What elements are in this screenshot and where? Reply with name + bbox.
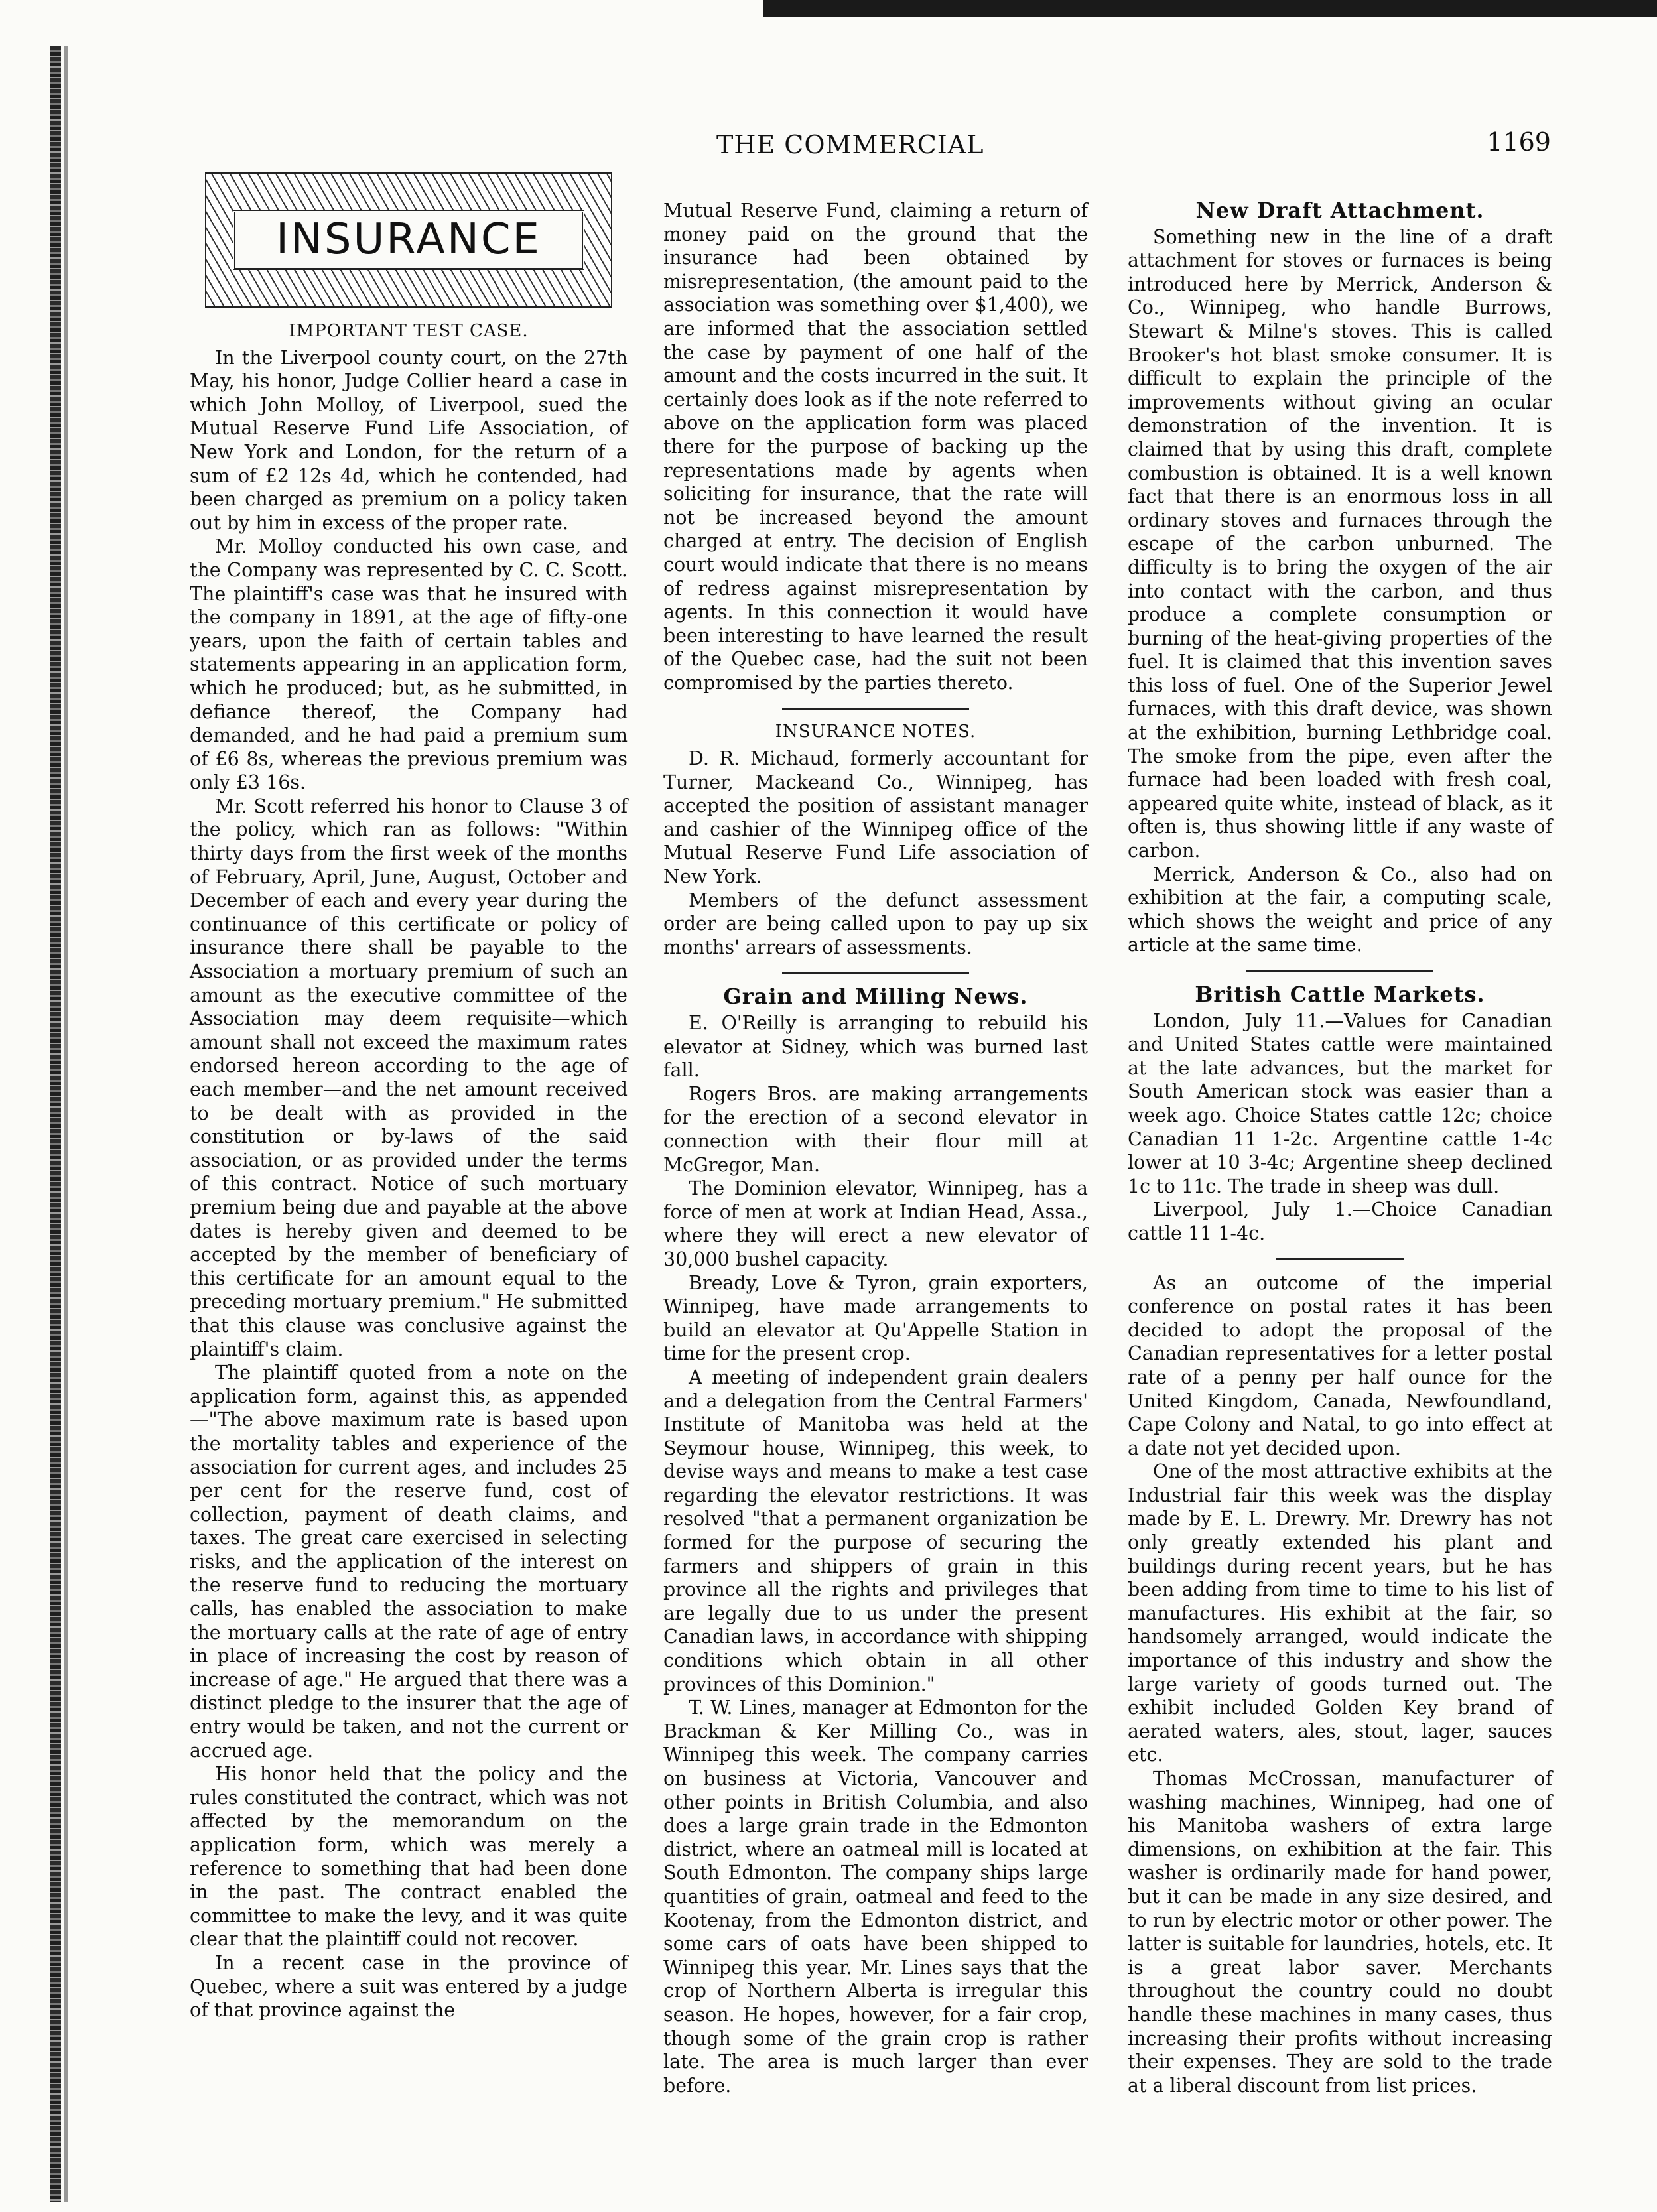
article-title: IMPORTANT TEST CASE. xyxy=(289,321,529,341)
column-1 xyxy=(190,172,628,2022)
news-item: T. W. Lines, manager at Edmonton for the Brackman & Ker Milling Co., was in Winnipeg this week. The company carries on business at Victoria, Vancouver and other points in British Columbia, and also does a large grain trade in the Edmonton district, where an oatmeal mill is located at South Edmonton. The company ships large quantities of grain, oatmeal and feed to the Kootenay, from the Edmonton district, and some cars of oats have been shipped to Winnipeg this year. Mr. Lines says that the crop of Northern Alberta is irregular this season. He hopes, however, for a fair crop, though some of the grain crop is rather late. The area is much larger than ever before. xyxy=(663,1697,1088,2097)
running-head: THE COMMERCIAL xyxy=(716,130,984,159)
page-number: 1169 xyxy=(1487,127,1551,157)
paragraph: Liverpool, July 1.—Choice Canadian cattle 11 1-4c. xyxy=(1128,1199,1552,1244)
news-item: E. O'Reilly is arranging to rebuild his elevator at Sidney, which was burned last fall. xyxy=(663,1012,1088,1082)
paragraph: As an outcome of the imperial conference on postal rates it has been decided to adopt the proposal of the Canadian representatives for a letter postal rate of a penny per half ounce for the United Kingdom, Canada, Newfoundland, Cape Colony and Natal, to go into effect at a date not yet decided upon. xyxy=(1128,1271,1552,1459)
news-item: A meeting of independent grain dealers and a delegation from the Central Farmers' Institute of Manitoba was held at the Seymour house, Winnipeg, this week, to devise ways and means to make a test case regarding the elevator restrictions. It was resolved "that a permanent organization be formed for the purpose of securing the farmers and shippers of grain in this province all the rights and privileges that are legally due to us under the present Canadian laws, in accordance with shipping conditions which obtain in all other provinces of this Dominion." xyxy=(663,1366,1088,1695)
paragraph: Thomas McCrossan, manufacturer of washing machines, Winnipeg, had one of his Manitoba washers of extra large dimensions, on exhibition at the fair. This washer is ordinarily made for hand power, but it can be made in any size desired, and to run by electric motor or other power. The latter is suitable for laundries, hotels, etc. It is a great labor saver. Merchants throughout the country could no doubt handle these machines in many cases, thus increasing their profits without increasing their expenses. They are sold to the trade at a liberal discount from list prices. xyxy=(1128,1768,1552,2097)
paragraph: Something new in the line of a draft attachment for stoves or furnaces is being introduced here by Merrick, Anderson & Co., Winnipeg, who handle Burrows, Stewart & Milne's stoves. This is called Brooker's hot blast smoke consumer. It is difficult to explain the principle of the improvements without giving an ocular demonstration of the invention. It is claimed that by using this draft, complete combustion is obtained. It is a well known fact that there is an enormous loss in all ordinary stoves and furnaces through the escape of the carbon unburned. The difficulty is to bring the oxygen of the air into contact with the carbon, and thus produce a complete consumption or burning of the heat-giving properties of the fuel. It is claimed that this invention saves this loss of fuel. One of the Superior Jewel furnaces, with this draft device, was shown at the exhibition, burning Lethbridge coal. The smoke from the pipe, even after the furnace had been loaded with fresh coal, appeared quite white, instead of black, as it often is, thus showing little if any waste of carbon. xyxy=(1128,226,1552,862)
news-item: The Dominion elevator, Winnipeg, has a force of men at work at Indian Head, Assa., where they will erect a new elevator of 30,000 bushel capacity. xyxy=(663,1177,1088,1270)
column-2 xyxy=(663,199,1088,2097)
draft-attachment-title: New Draft Attachment. xyxy=(1195,198,1485,223)
top-border-bar xyxy=(763,0,1657,17)
section-rule xyxy=(1276,1258,1404,1260)
insurance-notes-title: INSURANCE NOTES. xyxy=(775,722,976,742)
paragraph: Mr. Scott referred his honor to Clause 3 of the policy, which ran as follows: "Within thirty days from the first week of the months of February, April, June, August, October and December of each and every year during the continuance of this certificate or policy of insurance there shall be payable to the Association a mortuary premium of such an amount as the executive committee of the Association may deem requisite—which amount shall not exceed the maximum rates endorsed hereon according to the age of each member—and the net amount received to be dealt with as provided in the constitution or by-laws of the said association, or as provided under the terms of this contract. Notice of such mortuary premium being due and payable at the above dates is hereby given and deemed to be accepted by the member of beneficiary of this certificate for an amount equal to the preceding mortuary premium." He submitted that this clause was conclusive against the plaintiff's claim. xyxy=(190,795,628,1360)
grain-news-title: Grain and Milling News. xyxy=(723,984,1028,1009)
news-item: Rogers Bros. are making arrangements for the erection of a second elevator in connection with their flour mill at McGregor, Man. xyxy=(663,1082,1088,1176)
paragraph: One of the most attractive exhibits at the Industrial fair this week was the display made by E. L. Drewry. Mr. Drewry has not only greatly extended his plant and buildings during recent years, but he has been adding from time to time to his list of manufactures. His exhibit at the fair, so handsomely arranged, would indicate the importance of this industry and show the large variety of goods turned out. The exhibit included Golden Key brand of aerated waters, ales, stout, lager, sauces etc. xyxy=(1128,1461,1552,1766)
column-3 xyxy=(1128,192,1552,2097)
paragraph: London, July 11.—Values for Canadian and United States cattle were maintained at the late advances, but the market for South American stock was easier than a week ago. Choice States cattle 12c; choice Canadian 11 1-2c. Argentine cattle 1-4c lower at 10 3-4c; Argentine sheep declined 1c to 11c. The trade in sheep was dull. xyxy=(1128,1009,1552,1197)
paragraph: In the Liverpool county court, on the 27th May, his honor, Judge Collier heard a case in which John Molloy, of Liverpool, sued the Mutual Reserve Fund Life Association, of New York and London, for the return of a sum of £2 12s 4d, which he contended, had been charged as premium on a policy taken out by him in excess of the proper rate. xyxy=(190,346,628,534)
paragraph: In a recent case in the province of Quebec, where a suit was entered by a judge of that province against the xyxy=(190,1951,628,2022)
paragraph: His honor held that the policy and the rules constituted the contract, which was not affected by the memorandum on the application form, which was merely a reference to something that had been done in the past. The contract enabled the committee to make the levy, and it was quite clear that the plaintiff could not recover. xyxy=(190,1763,628,1951)
cattle-markets-title: British Cattle Markets. xyxy=(1195,982,1485,1007)
page-binding-shadow xyxy=(64,46,68,2202)
paragraph: Mr. Molloy conducted his own case, and the Company was represented by C. C. Scott. The plaintiff's case was that he insured with the company in 1891, at the age of fifty-one years, upon the faith of certain tables and statements appearing in an application form, which he produced; but, as he submitted, in defiance thereof, the Company had demanded, and he had paid a premium sum of £6 8s, whereas the previous premium was only £3 16s. xyxy=(190,535,628,794)
insurance-banner xyxy=(205,172,612,308)
section-rule xyxy=(782,708,969,710)
note-item: D. R. Michaud, formerly accountant for Turner, Mackeand Co., Winnipeg, has accepted the position of assistant manager and cashier of the Winnipeg office of the Mutual Reserve Fund Life association of New York. xyxy=(663,748,1088,888)
section-rule xyxy=(1246,970,1433,972)
insurance-banner-frame xyxy=(233,210,584,270)
page-binding-edge xyxy=(50,46,61,2202)
paragraph-continued: Mutual Reserve Fund, claiming a return of money paid on the ground that the insurance had been obtained by misrepresentation, (the amount paid to the association was something over $1,400), we are informed that the association settled the case by payment of one half of the amount and the costs incurred in the suit. It certainly does look as if the note referred to above on the application form was placed there for the purpose of backing up the representations made by agents when soliciting for insurance, that the rate will not be increased beyond the amount charged at entry. The decision of English court would indicate that there is no means of redress against misrepresentation by agents. In this connection it would have been interesting to have learned the result of the Quebec case, had the suit not been compromised by the parties thereto. xyxy=(663,200,1088,694)
news-item: Bready, Love & Tyron, grain exporters, Winnipeg, have made arrangements to build an elevator at Qu'Appelle Station in time for the present crop. xyxy=(663,1271,1088,1365)
paragraph: Merrick, Anderson & Co., also had on exhibition at the fair, a computing scale, which shows the weight and price of any article at the same time. xyxy=(1128,863,1552,956)
note-item: Members of the defunct assessment order are being called upon to pay up six months' arrears of assessments. xyxy=(663,889,1088,958)
paragraph: The plaintiff quoted from a note on the application form, against this, as appended—"The above maximum rate is based upon the mortality tables and experience of the association for current ages, and includes 25 per cent for the reserve fund, cost of collection, payment of death claims, and taxes. The great care exercised in selecting risks, and the application of the interest on the reserve fund to reducing the mortuary calls, has enabled the association to make the mortuary calls at the rate of age of entry in place of increasing the cost by reason of increase of age." He argued that there was a distinct pledge to the insurer that the age of entry would be taken, and not the current or accrued age. xyxy=(190,1362,628,1762)
section-rule xyxy=(782,972,969,974)
insurance-banner-title: INSURANCE xyxy=(276,215,541,265)
